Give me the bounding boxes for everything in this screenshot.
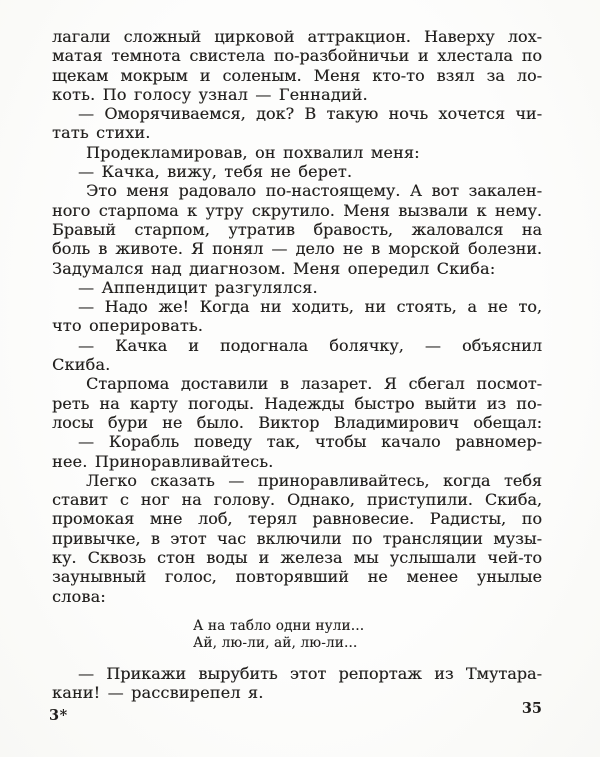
- text-line: лосы бури не было. Виктор Владимирович обещал:: [52, 412, 542, 432]
- text-line: — Надо же! Когда ни ходить, ни стоять, а не то,: [78, 297, 542, 317]
- text-line: кани! — рассвирепел я.: [52, 683, 264, 703]
- text-line: — Аппендицит разгулялся.: [78, 277, 318, 297]
- text-line: Скиба.: [52, 355, 111, 375]
- text-line: щекам мокрым и соленым. Меня кто-то взял за ло-: [52, 65, 542, 85]
- text-line: лагали сложный цирковой аттракцион. Наверху лох-: [52, 27, 542, 46]
- closing-paragraph: [52, 664, 542, 703]
- body-text: [52, 27, 542, 703]
- text-line: Старпома доставили в лазарет. Я сбегал посмот-: [86, 374, 542, 394]
- text-line: слова:: [52, 586, 106, 606]
- text-line: коть. По голосу узнал — Геннадий.: [52, 84, 368, 104]
- text-line: — Оморячиваемся, док? В такую ночь хочется чи-: [78, 104, 542, 124]
- text-line: ставит с ног на голову. Однако, приступили. Скиба,: [52, 490, 542, 510]
- verse-block: [193, 618, 542, 652]
- text-line: матая темнота свистела по-разбойничьи и хлестала по: [52, 46, 542, 66]
- text-line: промокая мне лоб, терял равновесие. Радисты, по: [52, 509, 542, 529]
- text-line: Это меня радовало по-настоящему. А вот закален-: [86, 181, 542, 201]
- text-line: — Качка и подогнала болячку, — объяснил: [78, 335, 542, 355]
- text-line: Продекламировав, он похвалил меня:: [86, 142, 420, 162]
- text-line: Задумался над диагнозом. Меня опередил Скиба:: [52, 258, 496, 278]
- text-line: заунывный голос, повторявший не менее унылые: [52, 567, 542, 587]
- text-line: Бравый старпом, утратив бравость, жаловался на: [52, 219, 542, 239]
- text-line: тать стихи.: [52, 123, 151, 143]
- page-number: 35: [521, 700, 542, 717]
- verse-line: А на табло одни нули...: [193, 617, 365, 634]
- text-line: ку. Сквозь стон воды и железа мы услышали чей-то: [52, 548, 542, 568]
- text-line: Легко сказать — приноравливайтесь, когда тебя: [86, 470, 542, 490]
- text-line: привычке, в этот час включили по трансляции музы-: [52, 528, 542, 548]
- printer-signature-mark: 3*: [49, 707, 68, 724]
- text-line: ного старпома к утру скрутило. Меня вызвали к нему.: [52, 200, 542, 220]
- text-line: что оперировать.: [52, 316, 204, 336]
- text-line: — Прикажи вырубить этот репортаж из Тмутара-: [78, 663, 542, 683]
- text-line: боль в животе. Я понял — дело не в морской болезни.: [52, 239, 542, 259]
- text-line: — Корабль поведу так, чтобы качало равномер-: [78, 432, 542, 452]
- verse-line: Ай, лю-ли, ай, лю-ли...: [193, 634, 358, 651]
- text-line: нее. Приноравливайтесь.: [52, 451, 274, 471]
- text-line: реть на карту погоды. Надежды быстро выйти из по-: [52, 393, 542, 413]
- text-line: — Качка, вижу, тебя не берет.: [78, 162, 353, 182]
